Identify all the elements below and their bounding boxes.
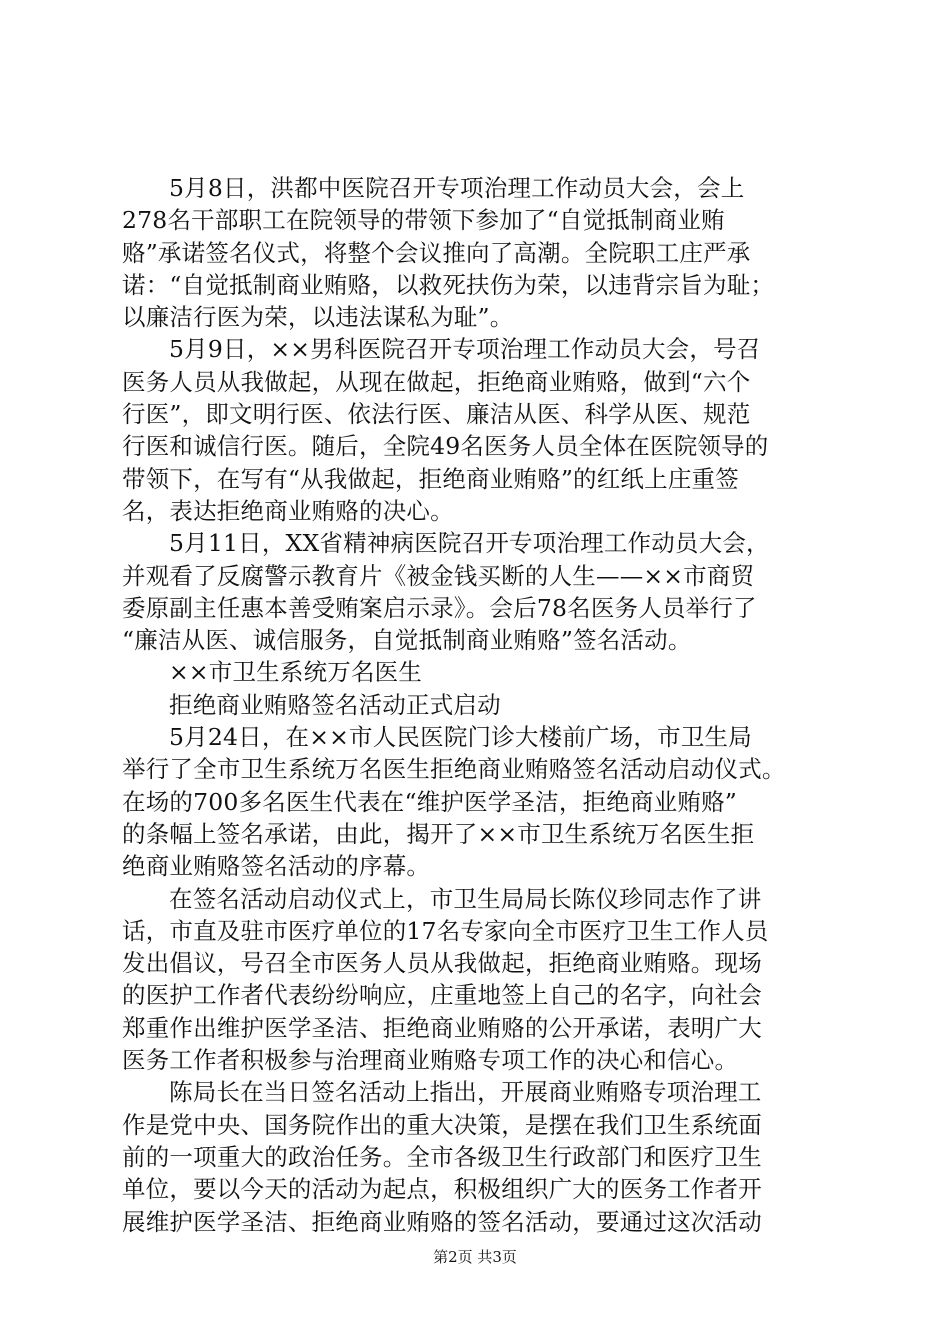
paragraph-line: 的条幅上签名承诺，由此，揭开了××市卫生系统万名医生拒: [122, 819, 755, 848]
paragraph-line: 诺：“自觉抵制商业贿赂，以救死扶伤为荣，以违背宗旨为耻；: [122, 270, 775, 299]
paragraph-line: 医务工作者积极参与治理商业贿赂专项工作的决心和信心。: [122, 1046, 739, 1075]
paragraph-line: 作是党中央、国务院作出的重大决策，是摆在我们卫生系统面: [122, 1110, 762, 1139]
paragraph-line: 的医护工作者代表纷纷响应，庄重地签上自己的名字，向社会: [122, 981, 762, 1010]
paragraph-line: 单位，要以今天的活动为起点，积极组织广大的医务工作者开: [122, 1175, 762, 1204]
paragraph-line: 绝商业贿赂签名活动的序幕。: [122, 852, 431, 881]
document-body: [122, 172, 834, 1238]
section-heading-line: 拒绝商业贿赂签名活动正式启动: [169, 690, 501, 719]
paragraph-line: 举行了全市卫生系统万名医生拒绝商业贿赂签名活动启动仪式。: [122, 755, 786, 784]
paragraph-line: 5月11日，XX省精神病医院召开专项治理工作动员大会，: [169, 529, 770, 558]
section-heading-line: ××市卫生系统万名医生: [169, 658, 423, 687]
paragraph-line: 在场的700多名医生代表在“维护医学圣洁，拒绝商业贿赂”: [122, 787, 737, 816]
paragraph-line: 委原副主任惠本善受贿案启示录》。会后78名医务人员举行了: [122, 593, 757, 622]
paragraph-line: “廉洁从医、诚信服务，自觉抵制商业贿赂”签名活动。: [122, 626, 692, 655]
paragraph-line: 陈局长在当日签名活动上指出，开展商业贿赂专项治理工: [169, 1078, 762, 1107]
paragraph-line: 以廉洁行医为荣，以违法谋私为耻”。: [122, 303, 514, 332]
paragraph-line: 并观看了反腐警示教育片《被金钱买断的人生——××市商贸: [122, 561, 755, 590]
paragraph-line: 行医”，即文明行医、依法行医、廉洁从医、科学从医、规范: [122, 400, 751, 429]
paragraph-line: 话，市直及驻市医疗单位的17名专家向全市医疗卫生工作人员: [122, 916, 769, 945]
paragraph-line: 赂”承诺签名仪式，将整个会议推向了高潮。全院职工庄严承: [122, 238, 751, 267]
paragraph-line: 带领下，在写有“从我做起，拒绝商业贿赂”的红纸上庄重签: [122, 464, 739, 493]
paragraph-line: 医务人员从我做起，从现在做起，拒绝商业贿赂，做到“六个: [122, 367, 751, 396]
paragraph-line: 郑重作出维护医学圣洁、拒绝商业贿赂的公开承诺，表明广大: [122, 1013, 762, 1042]
paragraph-line: 发出倡议，号召全市医务人员从我做起，拒绝商业贿赂。现场: [122, 949, 762, 978]
paragraph-line: 行医和诚信行医。随后，全院49名医务人员全体在医院领导的: [122, 432, 769, 461]
paragraph-line: 在签名活动启动仪式上，市卫生局局长陈仪珍同志作了讲: [169, 884, 762, 913]
paragraph-line: 278名干部职工在院领导的带领下参加了“自觉抵制商业贿: [122, 206, 725, 235]
paragraph-line: 前的一项重大的政治任务。全市各级卫生行政部门和医疗卫生: [122, 1142, 762, 1171]
paragraph-line: 5月9日，××男科医院召开专项治理工作动员大会，号召: [169, 335, 761, 364]
paragraph-line: 5月8日，洪都中医院召开专项治理工作动员大会，会上: [169, 174, 745, 202]
paragraph-line: 展维护医学圣洁、拒绝商业贿赂的签名活动，要通过这次活动: [122, 1207, 762, 1236]
page-footer: 第2页 共3页: [433, 1248, 517, 1266]
paragraph-line: 5月24日，在××市人民医院门诊大楼前广场，市卫生局: [169, 723, 752, 752]
paragraph-line: 名，表达拒绝商业贿赂的决心。: [122, 496, 454, 525]
